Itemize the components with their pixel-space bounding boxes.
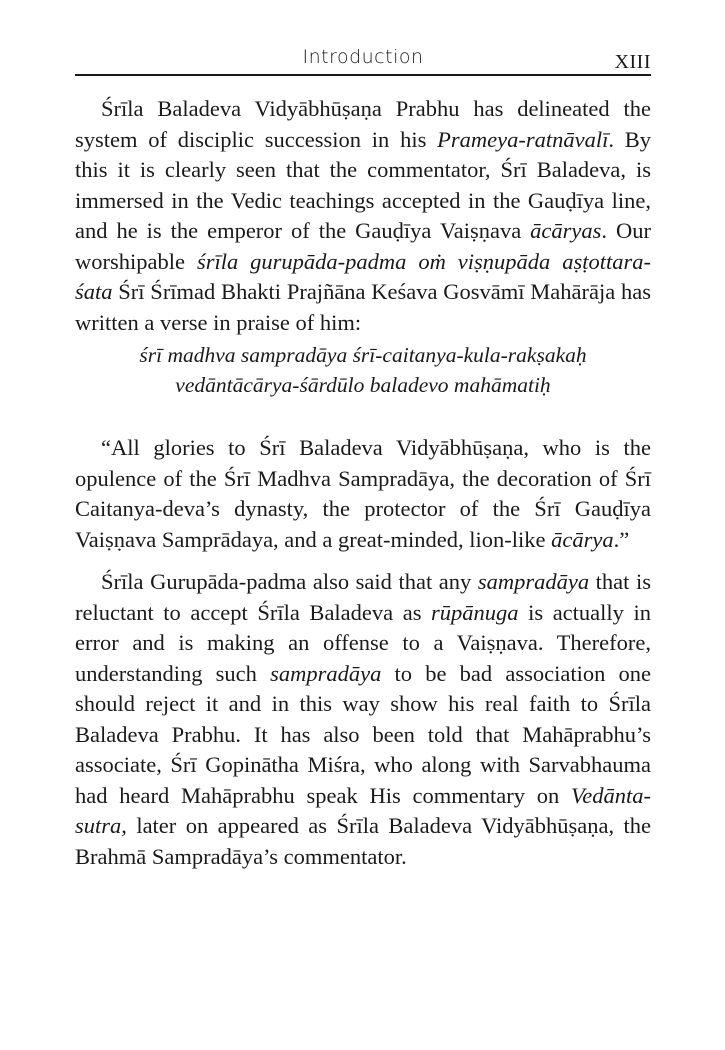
paragraph-3-text: that is reluctant to accept Śrīla Baladeva as — [75, 569, 652, 625]
paragraph-3 — [75, 567, 651, 872]
term-acarya: ācārya — [551, 526, 614, 552]
title-prameya-ratnavali: Prameya-ratnāvalī — [437, 126, 609, 152]
term-acaryas: ācāryas — [530, 218, 602, 243]
page-number: XIII — [614, 51, 651, 73]
title-vedanta-sutra: Vedānta-sutra — [75, 782, 651, 838]
paragraph-3-text: to be bad association one should reject it and in this way show his real faith to Śrīla Baladeva Prabhu. It has also been told that Mahāprabhu’s associate, Śrī Gopinātha Miśra, who along with Sarvabhauma had heard Mahāprabhu speak His commentary on — [75, 660, 652, 808]
term-sampradaya: sampradāya — [477, 569, 590, 594]
term-rupanuga: rūpānuga — [431, 599, 519, 625]
paragraph-1-text: Śrīla Baladeva Vidyābhūṣaṇa Prabhu has delineated the system of disciplic succession in his — [75, 96, 651, 152]
honorific-title: śrīla gurupāda-padma oṁ viṣṇupāda aṣṭottara-śata — [75, 248, 652, 304]
paragraph-3-text: Śrīla Gurupāda-padma also said that any — [101, 569, 478, 594]
paragraph-2 — [75, 433, 651, 555]
verse-line-2: vedāntācārya-śārdūlo baladevo mahāmatiḥ — [175, 373, 551, 397]
paragraph-1-text: . Our worshipable — [75, 218, 651, 274]
paragraph-1-text: . By this it is clearly seen that the commentator, Śrī Baladeva, is immersed in the Vedic teachings accepted in the Gauḍīya line, and he is the emperor of the Gauḍīya Vaiṣṇava — [75, 126, 652, 243]
book-page — [75, 0, 651, 872]
paragraph-3-text: is actually in error and is making an offense to a Vaiṣṇava. Therefore, understanding such — [75, 599, 651, 686]
term-sampradaya: sampradāya — [270, 660, 382, 686]
verse-line-1: śrī madhva sampradāya śrī-caitanya-kula-rakṣakaḥ — [139, 343, 587, 367]
paragraph-2-text: .” — [613, 526, 630, 552]
page-header — [75, 0, 651, 76]
paragraph-3-text: , later on appeared as Śrīla Baladeva Vidyābhūṣaṇa, the Brahmā Sampradāya’s commentator. — [75, 813, 651, 869]
paragraph-2-text: “All glories to Śrī Baladeva Vidyābhūṣaṇa, who is the opulence of the Śrī Madhva Sampradāya, the decoration of Śrī Caitanya-deva’s dynasty, the protector of the Śrī Gauḍīya Vaiṣṇava Samprādaya, and a great-minded, lion-like — [75, 435, 651, 552]
body-text — [75, 94, 651, 872]
paragraph-1 — [75, 94, 651, 338]
paragraph-1-text: Śrī Śrīmad Bhakti Prajñāna Keśava Gosvāmī Mahārāja has written a verse in praise of him: — [75, 279, 651, 335]
sanskrit-verse — [75, 340, 651, 400]
running-head: Introduction — [302, 46, 424, 68]
